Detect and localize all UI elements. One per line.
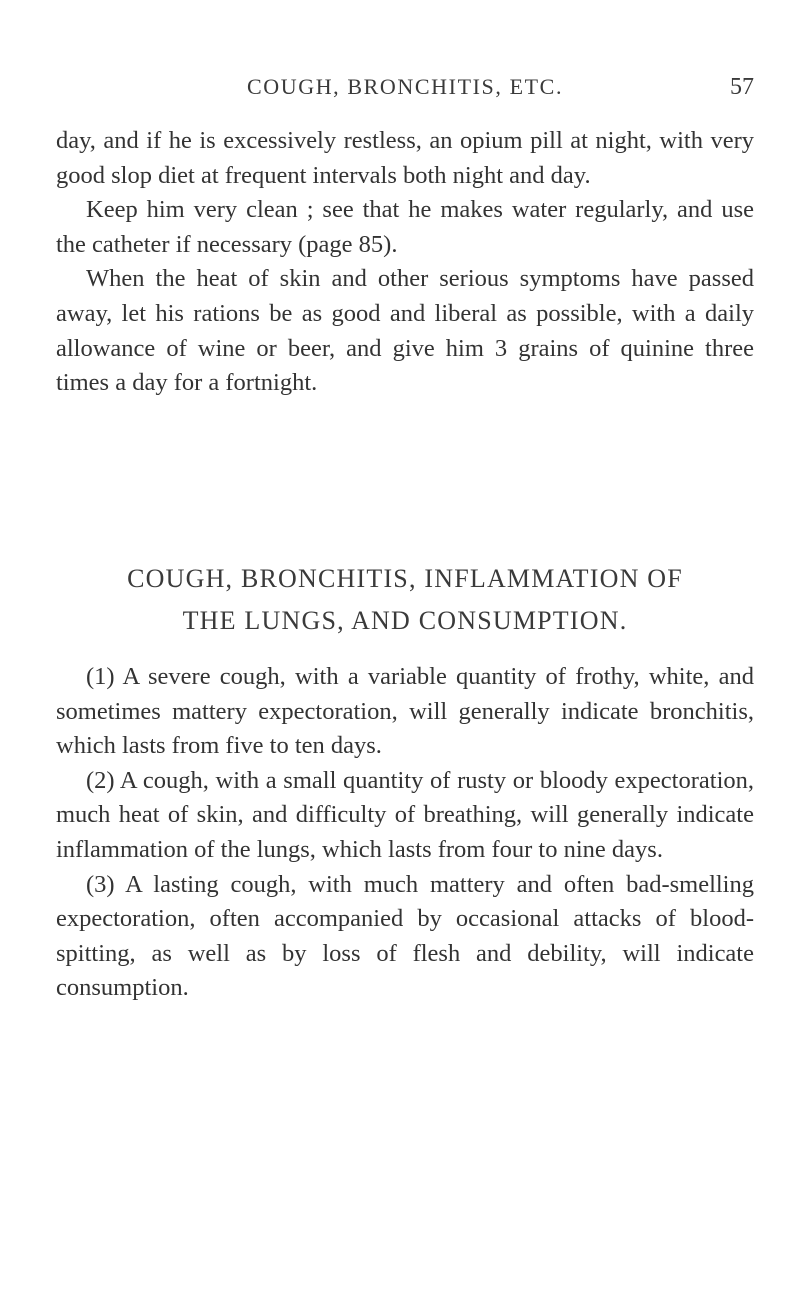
section-heading-line-2: THE LUNGS, AND CONSUMPTION. bbox=[182, 606, 628, 635]
paragraph-consumption: (3) A lasting cough, with much mattery and often bad-smelling expectoration, often accompanied by occasional attacks of blood-spitting, as well as by loss of flesh and debility, will indicate consumption. bbox=[56, 870, 754, 1002]
symptoms-text bbox=[56, 660, 754, 1006]
continuation-text bbox=[56, 124, 754, 401]
paragraph-rations: When the heat of skin and other serious symptoms have passed away, let his rations be as good and liberal as possible, with a daily allowance of wine or beer, and give him 3 grains of quinine three times a day for a fortnight. bbox=[56, 265, 754, 397]
paragraph-continued: day, and if he is excessively restless, an opium pill at night, with very good slop diet at frequent intervals both night and day. bbox=[56, 127, 754, 189]
running-title: COUGH, BRONCHITIS, ETC. bbox=[246, 74, 564, 99]
section-heading bbox=[56, 558, 754, 642]
page-number: 57 bbox=[730, 74, 754, 100]
section-heading-line-1: COUGH, BRONCHITIS, INFLAMMATION OF bbox=[127, 564, 683, 593]
paragraph-keep-clean: Keep him very clean ; see that he makes water regularly, and use the catheter if necessary (page 85). bbox=[56, 196, 754, 258]
paragraph-inflammation: (2) A cough, with a small quantity of rusty or bloody expectoration, much heat of skin, and difficulty of breathing, will generally indicate inflammation of the lungs, which lasts from four to nine days. bbox=[56, 766, 754, 863]
running-head bbox=[56, 74, 754, 108]
paragraph-bronchitis: (1) A severe cough, with a variable quantity of frothy, white, and sometimes mattery expectoration, will generally indicate bronchitis, which lasts from five to ten days. bbox=[56, 663, 754, 760]
